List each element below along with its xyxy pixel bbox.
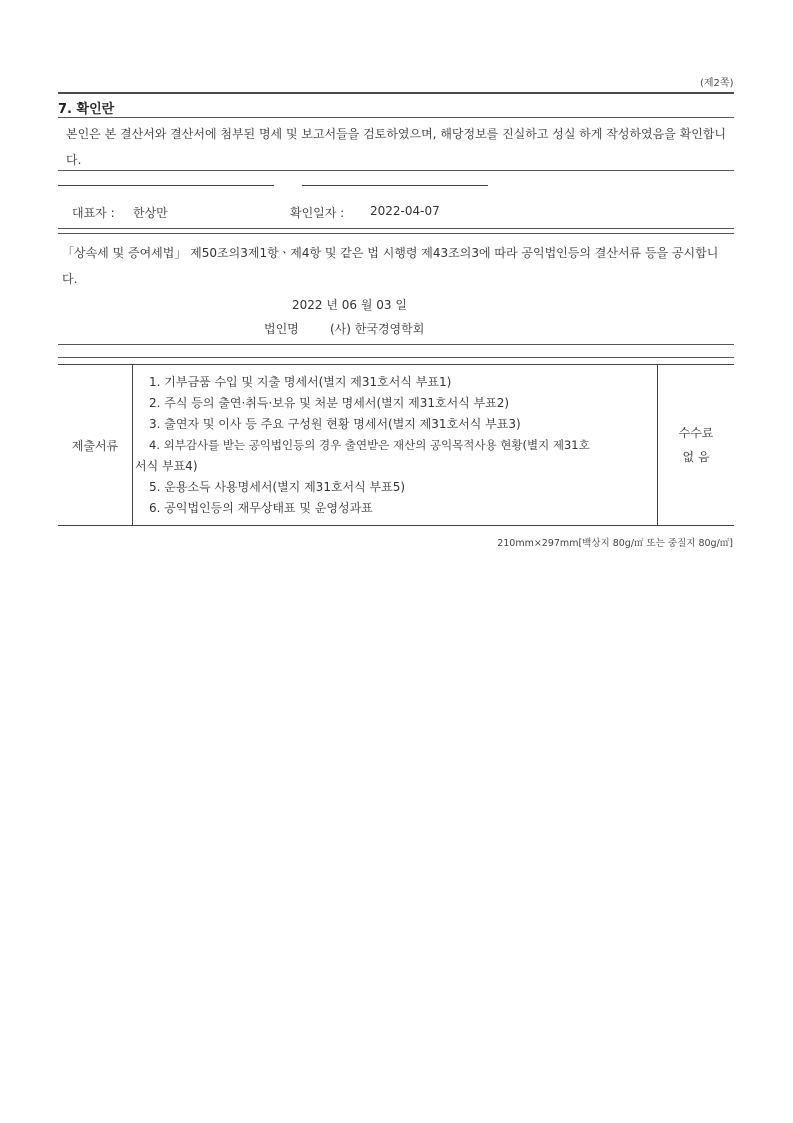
confirmation-text: 본인은 본 결산서와 결산서에 첨부된 명세 및 보고서들을 검토하였으며, 해당정보를 진실하고 성실 하게 작성하였음을 확인합니다. [66, 127, 727, 167]
fee-label: 수수료 [678, 426, 714, 440]
documents-label: 제출서류 [58, 365, 133, 526]
section-title: 7. 확인란 [58, 102, 115, 117]
confirm-date-value: 2022-04-07 [370, 204, 440, 218]
notice-rule-top-2 [58, 233, 734, 234]
table-rule-top-1 [58, 344, 734, 345]
representative-name: 한상만 [133, 206, 168, 220]
section-rule [58, 117, 734, 118]
document-item-continuation: 서식 부표4) [135, 458, 198, 473]
paper-size-note: 210mm×297mm[백상지 80g/㎡ 또는 중질지 80g/㎡] [497, 538, 733, 549]
notice-rule-top-1 [58, 228, 734, 229]
submitted-documents-table [58, 364, 734, 526]
confirm-date-label: 확인일자 : [290, 206, 345, 220]
document-item: 2. 주식 등의 출연·취득·보유 및 처분 명세서(별지 제31호서식 부표2) [149, 395, 510, 410]
fee-cell [658, 365, 735, 526]
fee-value: 없 음 [682, 450, 710, 464]
document-item: 4. 외부감사를 받는 공익법인등의 경우 출연받은 재산의 공익목적사용 현황(별지 제31호 [149, 437, 590, 452]
corporation-name: (사) 한국경영학회 [330, 322, 425, 336]
confirm-rule [58, 170, 734, 171]
documents-list [133, 365, 658, 526]
document-item: 3. 출연자 및 이사 등 주요 구성원 현황 명세서(별지 제31호서식 부표3) [149, 416, 521, 431]
date-signature-line [302, 185, 488, 186]
table-rule-top-2 [58, 357, 734, 358]
notice-text: 「상속세 및 증여세법」 제50조의3제1항ㆍ제4항 및 같은 법 시행령 제43조의3에 따라 공익법인등의 결산서류 등을 공시합니다. [62, 246, 719, 286]
page-number: (제2쪽) [700, 78, 734, 89]
representative-label: 대표자 : [72, 206, 115, 220]
representative-signature-line [58, 185, 274, 186]
document-item: 1. 기부금품 수입 및 지출 명세서(별지 제31호서식 부표1) [149, 374, 452, 389]
document-item: 6. 공익법인등의 재무상태표 및 운영성과표 [149, 500, 373, 515]
notice-date: 2022 년 06 월 03 일 [292, 298, 407, 312]
document-item: 5. 운용소득 사용명세서(별지 제31호서식 부표5) [149, 479, 406, 494]
top-rule [58, 92, 734, 94]
corporation-label: 법인명 [264, 322, 299, 336]
